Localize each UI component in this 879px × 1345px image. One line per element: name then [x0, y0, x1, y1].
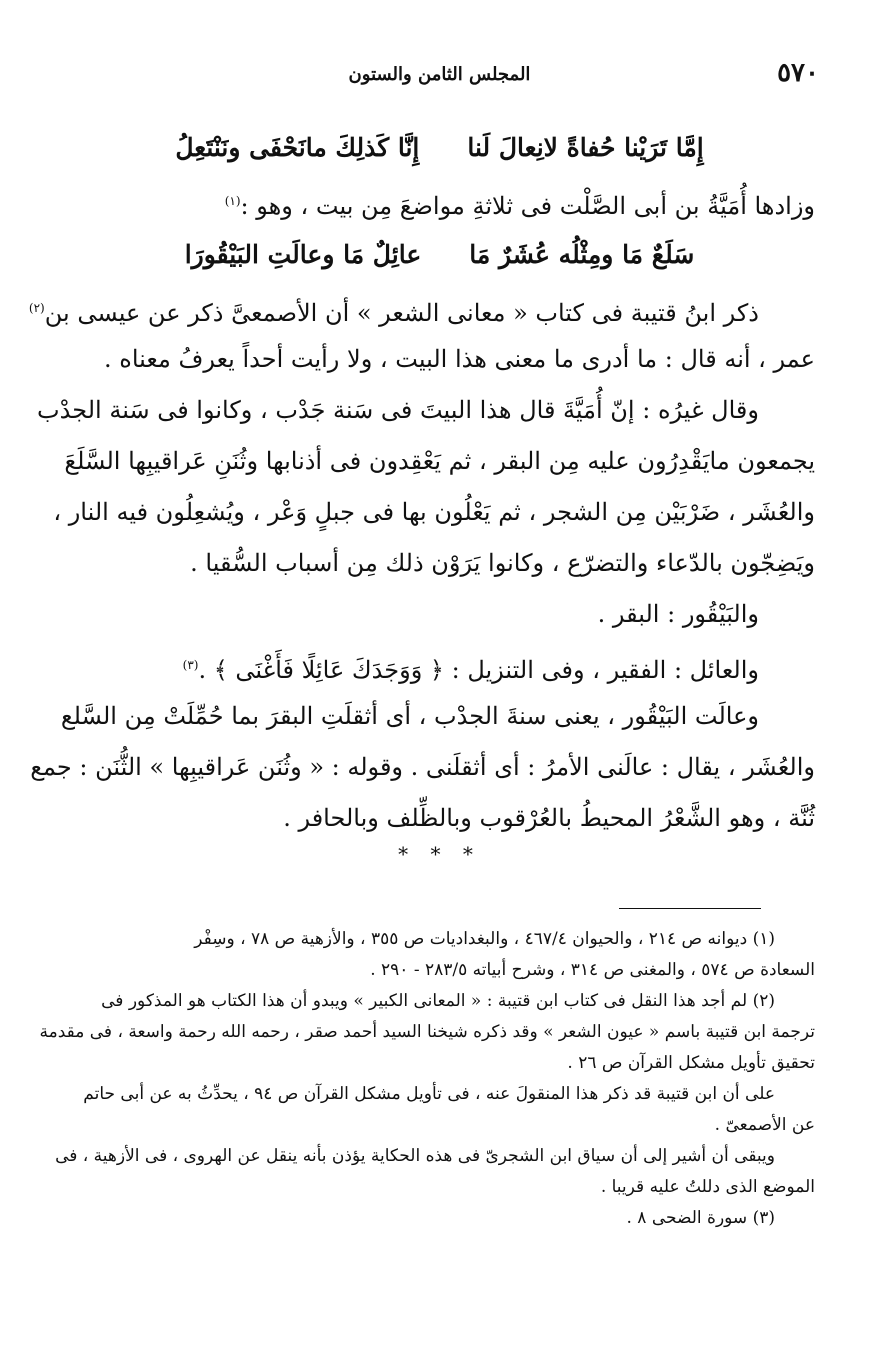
verse-2-second-hemistich: عائِلٌ مَا وعالَتِ البَيْقُورَا [184, 240, 422, 269]
paragraph-5-line: ثُنَّة ، وهو الشَّعْرُ المحيطُ بالعُرْقوب وبالظِّلف وبالحافر . [283, 804, 815, 832]
footnote-2-continuation: عن الأصمعىّ . [714, 1115, 815, 1135]
footnote-marker-3: (٣) [182, 658, 199, 672]
footnote-2-line: ترجمة ابن قتيبة باسم « عيون الشعر » وقد ذكره شيخنا السيد أحمد صقر ، رحمه الله رحمة واسعة ، فى مقدمة [39, 1022, 815, 1042]
paragraph-2-line: وقال غيرُه : إنّ أُمَيَّةَ قال هذا البيتَ فى سَنة جَدْب ، وكانوا فى سَنة الجدْب [37, 396, 759, 424]
page-header [60, 58, 819, 92]
running-title: المجلس الثامن والستون [348, 64, 531, 85]
footnote-2-continuation: الموضع الذى دللتُ عليه قريبا . [600, 1177, 815, 1197]
footnotes [39, 924, 815, 1234]
footnote-marker-2: (٢) [28, 301, 45, 315]
verse-2-first-hemistich: سَلَعٌ مَا ومِثْلُه عُشَرٌ مَا [469, 240, 695, 269]
paragraph-4-text: والعائل : الفقير ، وفى التنزيل : ﴿ وَوَجَدَكَ عَائِلًا فَأَغْنَى ﴾ . [198, 656, 759, 684]
paragraph-5-line: والعُشَر ، يقال : عالَنى الأمرُ : أى أثقلَنى . وقوله : « وثُنَن عَراقيبِها » الثُّنَن : جمع [30, 753, 815, 781]
paragraph-3: والبَيْقُور : البقر . [597, 600, 759, 628]
footnote-rule [619, 908, 761, 909]
section-divider: * * * [398, 842, 481, 866]
intro-text: وزادها أُمَيَّةُ بن أبى الصَّلْت فى ثلاثةِ مواضعَ مِن بيت ، وهو : [240, 192, 815, 220]
verse-1 [64, 120, 815, 176]
paragraph-1-line [28, 283, 815, 334]
paragraph-4 [64, 640, 815, 691]
paragraph-1-text: ذكر ابنُ قتيبة فى كتاب « معانى الشعر » أن الأصمعىَّ ذكر عن عيسى بن [44, 299, 759, 327]
paragraph-5-line: وعالَت البَيْقُور ، يعنى سنةَ الجدْب ، أى أثقلَتِ البقرَ بما حُمِّلَتْ مِن السَّلع [60, 702, 759, 730]
paragraph-2-line: يجمعون مايَقْدِرُون عليه مِن البقر ، ثم يَعْقِدون فى أذنابها وثُنَنِ عَراقيبِها السَّلَعَ [64, 447, 815, 475]
paragraph-2-line: ويَضِجّون بالدّعاء والتضرّع ، وكانوا يَرَوْن ذلك مِن أسباب السُّقيا . [190, 549, 815, 577]
footnote-2-line: (٢) لم أجد هذا النقل فى كتاب ابن قتيبة : « المعانى الكبير » ويبدو أن هذا الكتاب هو المذكور فى [101, 991, 775, 1011]
footnote-1-line: السعادة ص ٥٧٤ ، والمغنى ص ٣١٤ ، وشرح أبياته ٢٨٣/٥ - ٢٩٠ . [370, 960, 815, 980]
intro-line [64, 176, 815, 227]
verse-1-first-hemistich: إِمَّا تَرَيْنا حُفاةً لانِعالَ لَنا [467, 133, 704, 162]
page-number: ٥٧٠ [777, 58, 819, 88]
footnote-2-line: تحقيق تأويل مشكل القرآن ص ٢٦ . [567, 1053, 815, 1073]
footnote-1-line: (١) ديوانه ص ٢١٤ ، والحيوان ٤٦٧/٤ ، والبغداديات ص ٣٥٥ ، والأزهية ص ٧٨ ، وسِفْر [194, 929, 775, 949]
main-text [28, 120, 815, 844]
footnote-2-continuation: ويبقى أن أشير إلى أن سياق ابن الشجرىّ فى هذه الحكاية يؤذن بأنه ينقل عن الهروى ، فى الأزهية ، فى [55, 1146, 775, 1166]
paragraph-2-line: والعُشَر ، ضَرْبَيْن مِن الشجر ، ثم يَعْلُون بها فى جبلٍ وَعْر ، ويُشعِلُون فيه النار ، [53, 498, 815, 526]
footnote-marker-1: (١) [224, 194, 241, 208]
verse-2 [64, 227, 815, 283]
footnote-3: (٣) سورة الضحى ٨ . [626, 1208, 775, 1228]
paragraph-1-line: عمر ، أنه قال : ما أدرى ما معنى هذا البيت ، ولا رأيت أحداً يعرفُ معناه . [104, 345, 815, 373]
footnote-2-continuation: على أن ابن قتيبة قد ذكر هذا المنقولَ عنه ، فى تأويل مشكل القرآن ص ٩٤ ، يحدِّثُ به عن أبى حاتم [83, 1084, 775, 1104]
verse-1-second-hemistich: إِنَّا كَذلِكَ مانَحْفَى ونَنْتَعِلُ [175, 133, 420, 162]
